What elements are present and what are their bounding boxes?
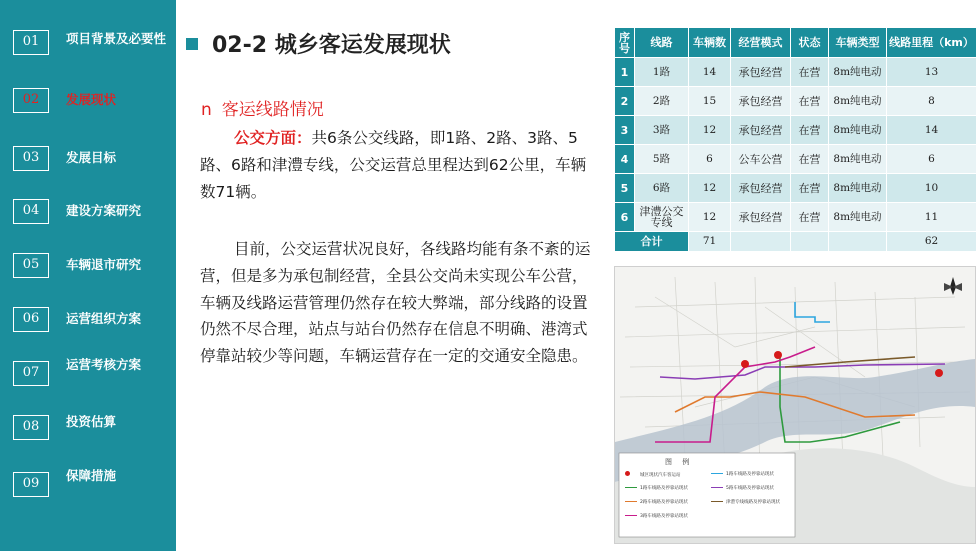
cell-type: 8m纯电动	[829, 203, 887, 232]
sidebar	[0, 0, 176, 551]
legend-item: 城区现状汽车客运站	[625, 471, 681, 478]
cell-type: 8m纯电动	[829, 145, 887, 174]
cell-status: 在营	[791, 58, 829, 87]
nav-label: 保障措施	[66, 468, 117, 483]
page-title: 02-2 城乡客运发展现状	[212, 33, 451, 58]
cell-status: 在营	[791, 116, 829, 145]
sidebar-item-construction[interactable]	[0, 199, 176, 239]
cell-type: 8m纯电动	[829, 116, 887, 145]
legend-item: 3路车线路及停靠站现状	[625, 513, 688, 519]
table-row	[615, 145, 977, 174]
cell-status: 在营	[791, 203, 829, 232]
table-row	[615, 203, 977, 232]
bus-label: 公交方面：	[234, 129, 312, 147]
route-line-blue	[795, 302, 830, 322]
header-vehicles: 车辆数	[689, 28, 731, 58]
sidebar-item-goals[interactable]	[0, 146, 176, 186]
legend-item: 津澧专线线路及停靠站现状	[711, 499, 780, 505]
cell-mode: 承包经营	[731, 58, 791, 87]
section-heading-text: 客运线路情况	[221, 100, 324, 120]
header-route: 线路	[635, 28, 689, 58]
cell-route: 5路	[635, 145, 689, 174]
nav-number: 06	[13, 307, 49, 332]
nav-number: 09	[13, 472, 49, 497]
cell-status: 在营	[791, 145, 829, 174]
nav-label: 项目背景及必要性	[66, 31, 167, 46]
cell-mileage: 10	[887, 174, 977, 203]
header-mileage: 线路里程（km）	[887, 28, 977, 58]
cell-mileage: 14	[887, 116, 977, 145]
total-empty	[791, 232, 829, 252]
nav-label: 建设方案研究	[66, 203, 142, 218]
cell-mode: 承包经营	[731, 87, 791, 116]
cell-status: 在营	[791, 174, 829, 203]
legend-item: 1路车线路及停靠站现状	[711, 471, 774, 477]
station-marker	[741, 360, 749, 368]
cell-seq: 6	[615, 203, 635, 232]
cell-seq: 1	[615, 58, 635, 87]
section-heading	[201, 95, 324, 120]
nav-number: 03	[13, 146, 49, 171]
table-row	[615, 174, 977, 203]
cell-vehicles: 12	[689, 116, 731, 145]
sidebar-item-status[interactable]	[0, 88, 176, 128]
sidebar-item-safeguards[interactable]	[0, 468, 176, 512]
route-map	[614, 266, 976, 544]
total-mileage: 62	[887, 232, 977, 252]
total-label: 合计	[615, 232, 689, 252]
cell-mode: 承包经营	[731, 203, 791, 232]
header-status: 状态	[791, 28, 829, 58]
table-header-row	[615, 28, 977, 58]
cell-seq: 2	[615, 87, 635, 116]
cell-vehicles: 15	[689, 87, 731, 116]
cell-seq: 5	[615, 174, 635, 203]
cell-type: 8m纯电动	[829, 174, 887, 203]
cell-vehicles: 6	[689, 145, 731, 174]
cell-vehicles: 12	[689, 174, 731, 203]
sidebar-item-assessment[interactable]	[0, 357, 176, 401]
cell-mileage: 11	[887, 203, 977, 232]
cell-mileage: 6	[887, 145, 977, 174]
sidebar-item-retirement[interactable]	[0, 253, 176, 293]
header-mode: 经营模式	[731, 28, 791, 58]
bullet-marker: n	[201, 100, 212, 120]
cell-route: 6路	[635, 174, 689, 203]
sidebar-item-operations[interactable]	[0, 307, 176, 347]
header-type: 车辆类型	[829, 28, 887, 58]
header-seq: 序号	[615, 28, 635, 58]
north-arrow-icon	[944, 277, 962, 295]
nav-number: 08	[13, 415, 49, 440]
cell-mode: 承包经营	[731, 174, 791, 203]
nav-number: 05	[13, 253, 49, 278]
cell-mileage: 13	[887, 58, 977, 87]
nav-label: 投资估算	[66, 414, 117, 429]
legend-title: 图 例	[665, 458, 694, 466]
nav-label: 车辆退市研究	[66, 257, 142, 272]
nav-label: 运营组织方案	[66, 311, 142, 326]
sidebar-item-investment[interactable]	[0, 415, 176, 455]
cell-vehicles: 14	[689, 58, 731, 87]
legend-item: 5路车线路及停靠站现状	[711, 485, 774, 491]
nav-number: 07	[13, 361, 49, 386]
nav-label: 发展现状	[66, 92, 117, 107]
cell-seq: 3	[615, 116, 635, 145]
table-row	[615, 58, 977, 87]
cell-route: 津澧公交专线	[635, 203, 689, 232]
table-total-row	[615, 232, 977, 252]
table-row	[615, 87, 977, 116]
title-marker	[186, 38, 198, 50]
cell-seq: 4	[615, 145, 635, 174]
total-vehicles: 71	[689, 232, 731, 252]
cell-type: 8m纯电动	[829, 87, 887, 116]
nav-label: 发展目标	[66, 150, 117, 165]
nav-number: 04	[13, 199, 49, 224]
nav-label: 运营考核方案	[66, 357, 142, 372]
cell-type: 8m纯电动	[829, 58, 887, 87]
cell-mileage: 8	[887, 87, 977, 116]
total-empty	[829, 232, 887, 252]
cell-mode: 公车公营	[731, 145, 791, 174]
cell-status: 在营	[791, 87, 829, 116]
total-empty	[731, 232, 791, 252]
nav-number: 02	[13, 88, 49, 113]
map-legend	[619, 453, 795, 537]
cell-mode: 承包经营	[731, 116, 791, 145]
cell-vehicles: 12	[689, 203, 731, 232]
bus-text: 共6条公交线路，即1路、2路、3路、5路、6路和津澧专线，公交运营总里程达到62公里，车辆数71辆。	[200, 129, 587, 201]
cell-route: 3路	[635, 116, 689, 145]
table-row	[615, 116, 977, 145]
legend-item: 1路车线路及停靠站现状	[625, 485, 688, 491]
station-marker	[935, 369, 943, 377]
nav-number: 01	[13, 30, 49, 55]
station-marker	[774, 351, 782, 359]
sidebar-item-background[interactable]	[0, 30, 176, 70]
status-paragraph: 目前，公交运营状况良好，各线路均能有条不紊的运营，但是多为承包制经营，全县公交尚未实现公车公营，车辆及线路运营管理仍然存在较大弊端，部分线路的设置仍然不尽合理，站点与站台仍然存在信息不明确、港湾式停靠站较少等问题，车辆运营存在一定的交通安全隐患。	[200, 240, 591, 366]
cell-route: 2路	[635, 87, 689, 116]
cell-route: 1路	[635, 58, 689, 87]
bus-paragraph	[200, 125, 592, 205]
route-table	[614, 27, 977, 252]
legend-item: 2路车线路及停靠站现状	[625, 499, 688, 505]
